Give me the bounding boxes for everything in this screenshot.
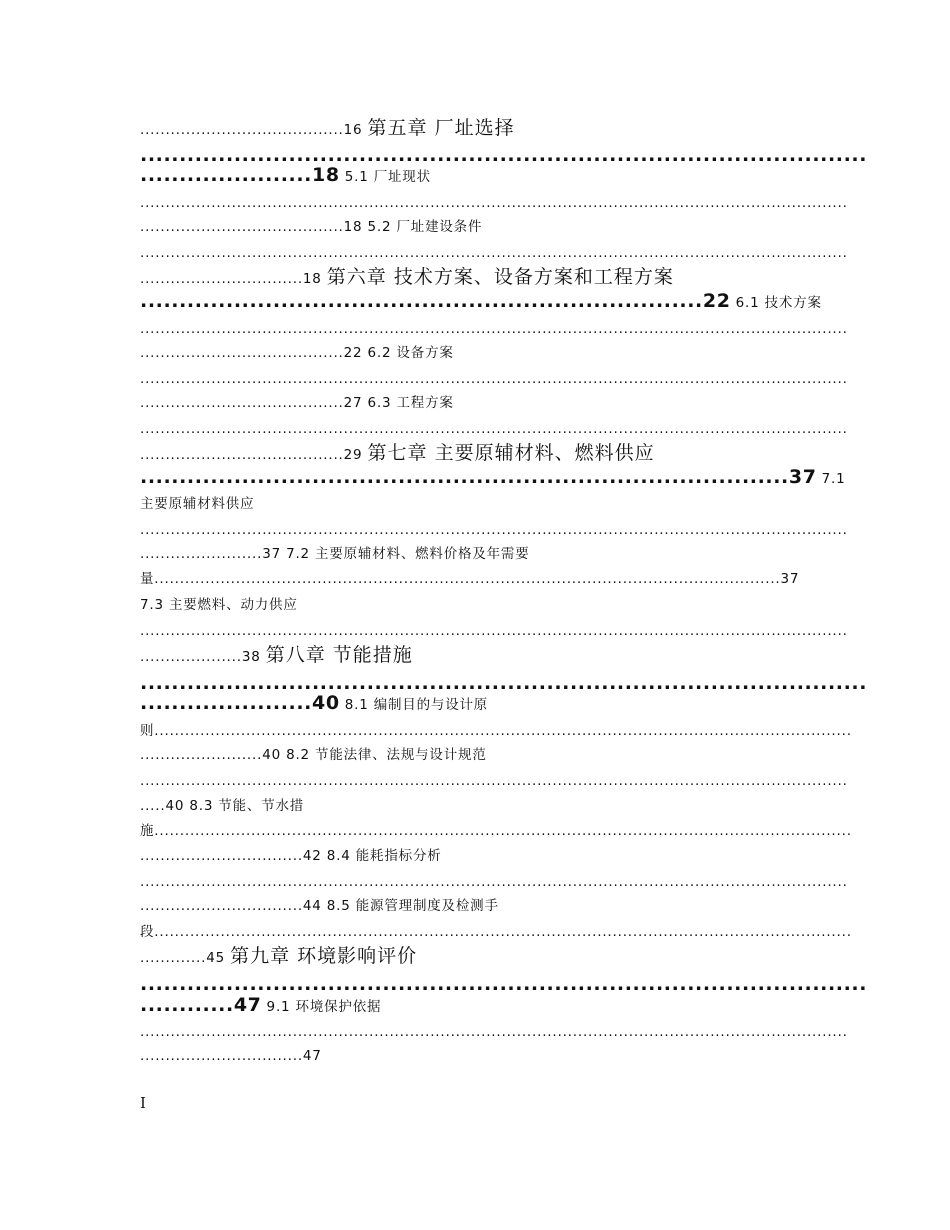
chapter-heading: 第五章 厂址选择 (367, 117, 515, 139)
toc-line: ............47 9.1 环境保护依据 (140, 994, 382, 1016)
toc-line: ................................44 8.5 能源管理制度及检测手 (140, 898, 499, 914)
toc-line: ................................18 第六章 技术方案、设备方案和工程方案 (140, 266, 674, 288)
toc-line: 量...........................................................................................................................37 (140, 571, 800, 587)
toc-line: ......................18 5.1 厂址现状 (140, 164, 431, 186)
toc-leader: ............................................................................................. (140, 144, 868, 166)
toc-line: 则......................................................................................................................................... (140, 723, 852, 739)
toc-leader: ........................................................................................................................................... (140, 623, 848, 639)
toc-leader: ........................................................................................................................................... (140, 421, 848, 437)
toc-leader: ........................................................................................................................................... (140, 773, 848, 789)
toc-leader: ........................................................................................................................................... (140, 195, 848, 211)
toc-line: .....40 8.3 节能、节水措 (140, 798, 305, 814)
chapter-heading: 第九章 环境影响评价 (230, 945, 418, 967)
toc-leader: ........................................................................................................................................... (140, 321, 848, 337)
chapter-heading: 第八章 节能措施 (265, 644, 413, 666)
toc-line: ........................................27 6.3 工程方案 (140, 395, 454, 411)
toc-line: ........................................16 第五章 厂址选择 (140, 117, 515, 139)
toc-leader: ........................................................................................................................................... (140, 245, 848, 261)
toc-line: ........................................................................22 6.1 技术方案 (140, 290, 822, 312)
toc-line: ........................................29 第七章 主要原辅材料、燃料供应 (140, 442, 655, 464)
toc-line: ................................47 (140, 1048, 322, 1064)
chapter-heading: 第六章 技术方案、设备方案和工程方案 (326, 266, 674, 288)
toc-leader: ............................................................................................. (140, 672, 868, 694)
toc-leader: ............................................................................................. (140, 973, 868, 995)
toc-line: ........................................18 5.2 厂址建设条件 (140, 219, 483, 235)
toc-line: ....................38 第八章 节能措施 (140, 644, 413, 666)
chapter-heading: 第七章 主要原辅材料、燃料供应 (367, 442, 655, 464)
toc-line: 段......................................................................................................................................... (140, 924, 852, 940)
toc-line: ........................40 8.2 节能法律、法规与设计规范 (140, 747, 487, 763)
toc-line: ................................42 8.4 能耗指标分析 (140, 848, 442, 864)
toc-line: ......................40 8.1 编制目的与设计原 (140, 692, 489, 714)
toc-line: .............45 第九章 环境影响评价 (140, 945, 418, 967)
toc-leader: ........................................................................................................................................... (140, 874, 848, 890)
page-number: I (140, 1094, 146, 1112)
toc-line: ........................................22 6.2 设备方案 (140, 345, 454, 361)
toc-line: 7.3 主要燃料、动力供应 (140, 597, 298, 613)
toc-line: ........................37 7.2 主要原辅材料、燃料价格及年需要 (140, 546, 530, 562)
toc-line: 主要原辅材料供应 (140, 496, 255, 512)
toc-leader: ........................................................................................................................................... (140, 1024, 848, 1040)
toc-line: 施......................................................................................................................................... (140, 823, 852, 839)
toc-leader: ........................................................................................................................................... (140, 371, 848, 387)
toc-line: ...................................................................................37 7.1 (140, 466, 846, 488)
toc-leader: ........................................................................................................................................... (140, 522, 848, 538)
